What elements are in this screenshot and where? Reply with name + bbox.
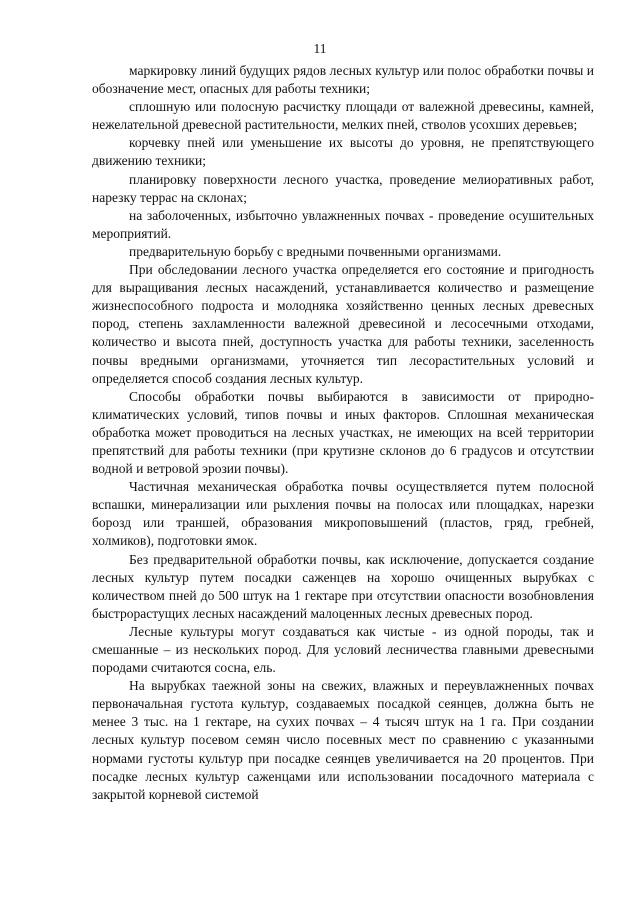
page-number: 11	[313, 41, 327, 56]
paragraph: планировку поверхности лесного участка, проведение мелиоративных работ, нарезку террас на склонах;	[92, 171, 594, 205]
paragraph: сплошную или полосную расчистку площади от валежной древесины, камней, нежелательной древесной растительности, мелких пней, стволов усохших деревьев;	[92, 99, 594, 133]
paragraph: предварительную борьбу с вредными почвенными организмами.	[129, 243, 502, 259]
paragraph: корчевку пней или уменьшение их высоты до уровня, не препятствующего движению техники;	[92, 135, 594, 169]
paragraph: Без предварительной обработки почвы, как исключение, допускается создание лесных культур путем посадки саженцев на хорошо очищенных вырубках с количеством пней до 500 штук на 1 гектаре при отсутствии опасности возобновления быстрорастущих лесных насаждений малоценных лесных древесных пород.	[92, 551, 594, 621]
paragraph: на заболоченных, избыточно увлажненных почвах - проведение осушительных мероприятий.	[92, 207, 594, 241]
paragraph: При обследовании лесного участка определяется его состояние и пригодность для выращивания лесных насаждений, устанавливается количество и размещение жизнеспособного подроста и молодняка хозяйственно ценных лесных древесных пород, степень захламленности валежной древесиной и лесосечными отходами, количество и высота пней, доступность участка для работы техники, заселенность почвы вредными организмами, уточняется тип лесорастительных условий и определяется способ создания лесных культур.	[92, 262, 594, 386]
paragraph: маркировку линий будущих рядов лесных культур или полос обработки почвы и обозначение мест, опасных для работы техники;	[92, 63, 594, 97]
paragraph: Лесные культуры могут создаваться как чистые - из одной породы, так и смешанные – из нескольких пород. Для условий лесничества главными древесными породами считаются сосна, ель.	[92, 623, 594, 676]
paragraph: Способы обработки почвы выбираются в зависимости от природно-климатических условий, типов почвы и иных факторов. Сплошная механическая обработка может проводиться на лесных участках, не имеющих на всей территории препятствий для работы техники (при крутизне склонов до 6 градусов и отсутствии водной и ветровой эрозии почвы).	[92, 388, 594, 477]
paragraph: Частичная механическая обработка почвы осуществляется путем полосной вспашки, минерализации или рыхления почвы на полосах или площадках, нарезки борозд или траншей, образования микроповышений (пластов, гряд, гребней, холмиков), подготовки ямок.	[92, 479, 594, 549]
paragraph: На вырубках таежной зоны на свежих, влажных и переувлажненных почвах первоначальная густота культур, создаваемых посадкой сеянцев, должна быть не менее 3 тыс. на 1 гектаре, на сухих почвах – 4 тысяч штук на 1 га. При создании лесных культур посевом семян число посевных мест по сравнению с указанными нормами густоты культур при посадке сеянцев увеличивается на 20 процентов. При посадке лесных культур саженцами или использовании посадочного материала с закрытой корневой системой	[92, 678, 594, 802]
document-body	[92, 62, 594, 804]
